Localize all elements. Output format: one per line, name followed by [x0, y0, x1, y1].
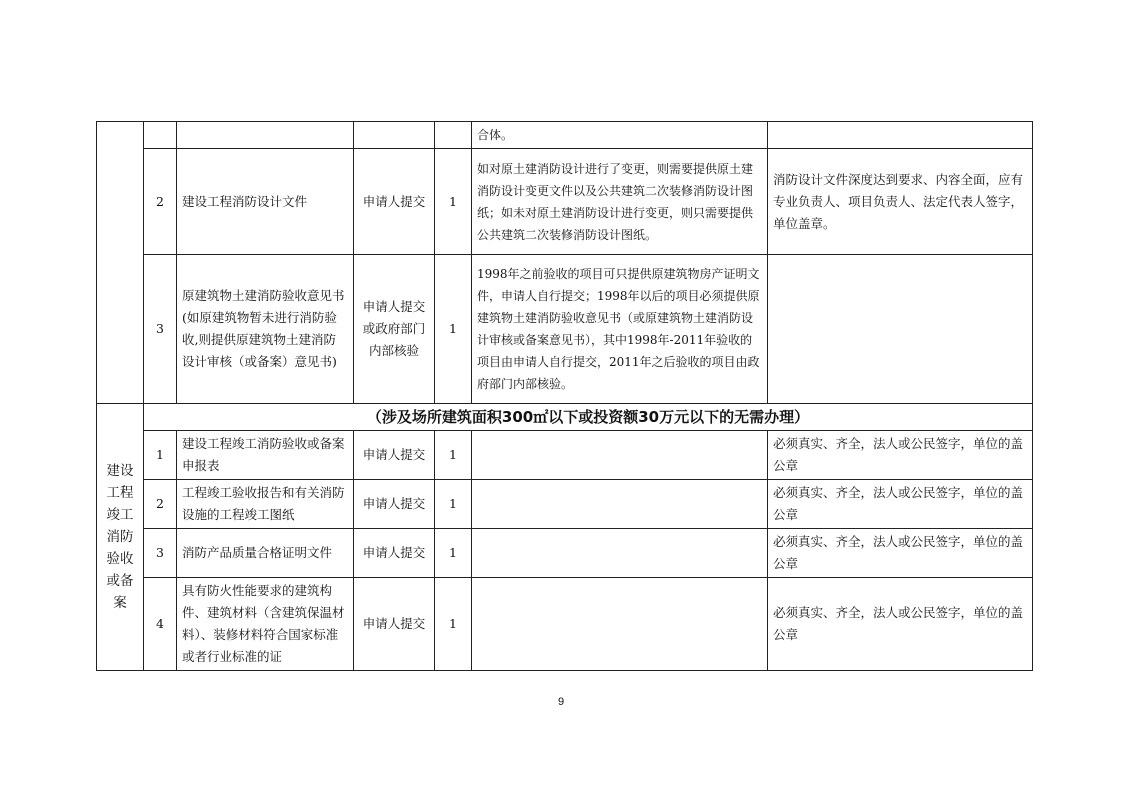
- table-row: [97, 578, 1033, 671]
- material-name: 工程竣工验收报告和有关消防设施的工程竣工图纸: [177, 480, 354, 529]
- copy-count: 1: [435, 480, 472, 529]
- table-row: [97, 529, 1033, 578]
- item-number: 2: [144, 149, 177, 255]
- requirement-text: [768, 122, 1033, 149]
- material-name: 原建筑物土建消防验收意见书(如原建筑物暂未进行消防验收,则提供原建筑物土建消防设计审核（或备案）意见书): [177, 255, 354, 404]
- material-name: 消防产品质量合格证明文件: [177, 529, 354, 578]
- section-cell-prev: [97, 122, 144, 404]
- section-label-text: 建设工程竣工消防验收或备案: [106, 463, 134, 611]
- note-text: [472, 578, 768, 671]
- submitter: 申请人提交: [354, 431, 435, 480]
- page-number: 9: [557, 696, 565, 708]
- note-text: [472, 431, 768, 480]
- note-text: [472, 480, 768, 529]
- item-number: 3: [144, 255, 177, 404]
- requirement-text: 必须真实、齐全，法人或公民签字，单位的盖公章: [768, 431, 1033, 480]
- item-number: [144, 122, 177, 149]
- note-text: 合体。: [472, 122, 768, 149]
- copy-count: [435, 122, 472, 149]
- table-row: [97, 255, 1033, 404]
- submitter: 申请人提交: [354, 149, 435, 255]
- requirement-text: 必须真实、齐全，法人或公民签字，单位的盖公章: [768, 578, 1033, 671]
- note-text: 1998年之前验收的项目可只提供原建筑物房产证明文件，申请人自行提交；1998年以后的项目必须提供原建筑物土建消防验收意见书（或原建筑物土建消防设计审核或备案意见书），其中1998年-2011年验收的项目由申请人自行提交，2011年之后验收的项目由政府部门内部核验。: [472, 255, 768, 404]
- table-row: [97, 480, 1033, 529]
- copy-count: 1: [435, 255, 472, 404]
- note-text: [472, 529, 768, 578]
- copy-count: 1: [435, 431, 472, 480]
- submitter: 申请人提交: [354, 529, 435, 578]
- material-name: 具有防火性能要求的建筑构件、建筑材料（含建筑保温材料）、装修材料符合国家标准或者行业标准的证: [177, 578, 354, 671]
- table-row: [97, 149, 1033, 255]
- submitter: [354, 122, 435, 149]
- submitter: 申请人提交或政府部门内部核验: [354, 255, 435, 404]
- copy-count: 1: [435, 578, 472, 671]
- note-text: 如对原土建消防设计进行了变更，则需要提供原土建消防设计变更文件以及公共建筑二次装修消防设计图纸；如未对原土建消防设计进行变更，则只需要提供公共建筑二次装修消防设计图纸。: [472, 149, 768, 255]
- table-row: [97, 431, 1033, 480]
- submitter: 申请人提交: [354, 480, 435, 529]
- table-row: [97, 122, 1033, 149]
- requirement-text: [768, 255, 1033, 404]
- table-row: [97, 404, 1033, 431]
- item-number: 3: [144, 529, 177, 578]
- item-number: 4: [144, 578, 177, 671]
- requirements-table: [96, 121, 1033, 671]
- submitter: 申请人提交: [354, 578, 435, 671]
- requirement-text: 必须真实、齐全，法人或公民签字，单位的盖公章: [768, 529, 1033, 578]
- material-name: [177, 122, 354, 149]
- copy-count: 1: [435, 149, 472, 255]
- section-label: [97, 404, 144, 671]
- material-name: 建设工程消防设计文件: [177, 149, 354, 255]
- item-number: 2: [144, 480, 177, 529]
- section-banner: （涉及场所建筑面积300㎡以下或投资额30万元以下的无需办理）: [144, 404, 1033, 431]
- material-name: 建设工程竣工消防验收或备案申报表: [177, 431, 354, 480]
- requirement-text: 消防设计文件深度达到要求、内容全面，应有专业负责人、项目负责人、法定代表人签字，单位盖章。: [768, 149, 1033, 255]
- requirement-text: 必须真实、齐全，法人或公民签字，单位的盖公章: [768, 480, 1033, 529]
- item-number: 1: [144, 431, 177, 480]
- copy-count: 1: [435, 529, 472, 578]
